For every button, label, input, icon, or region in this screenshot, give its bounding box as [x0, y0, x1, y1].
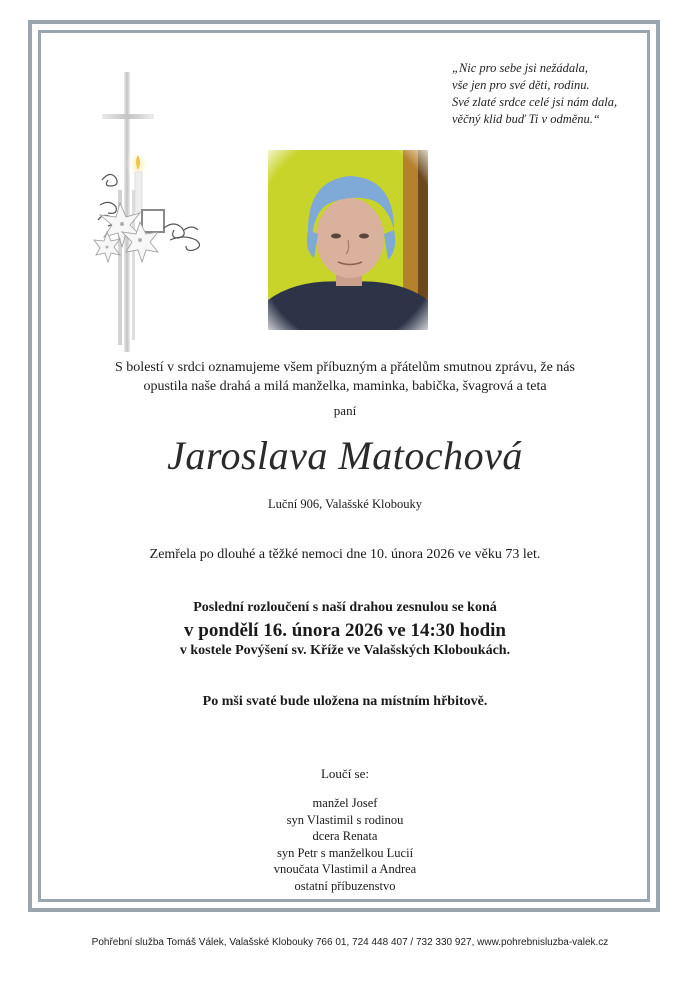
- cross-with-lilies-icon: [92, 70, 222, 355]
- portrait-photo: [268, 150, 428, 330]
- list-item: dcera Renata: [312, 829, 378, 843]
- mourners-list: [40, 795, 650, 894]
- funeral-service-footer: Pohřební služba Tomáš Válek, Valašské Klobouky 766 01, 724 448 407 / 732 330 927, www.pohrebnisluzba-valek.cz: [91, 937, 609, 948]
- deceased-address: Luční 906, Valašské Klobouky: [268, 497, 422, 511]
- title-word: paní: [333, 403, 357, 418]
- mourners-heading: Loučí se:: [320, 766, 369, 781]
- deceased-name: Jaroslava Matochová: [167, 433, 523, 478]
- quote-line: „Nic pro sebe jsi nežádala,: [452, 61, 588, 75]
- list-item: manžel Josef: [312, 796, 378, 810]
- farewell-location: v kostele Povýšení sv. Kříže ve Valašských Kloboukách.: [179, 643, 511, 658]
- quote-line: vše jen pro své děti, rodinu.: [452, 78, 590, 92]
- quote-line: věčný klid buď Ti v odměnu.“: [452, 112, 600, 126]
- intro-line: opustila naše drahá a milá manželka, maminka, babička, švagrová a teta: [143, 379, 547, 394]
- intro-line: S bolestí v srdci oznamujeme všem příbuzným a přátelům smutnou zprávu, že nás: [115, 360, 575, 375]
- list-item: ostatní příbuzenstvo: [294, 878, 396, 893]
- list-item: syn Vlastimil s rodinou: [286, 812, 404, 827]
- death-notice: Zemřela po dlouhé a těžké nemoci dne 10. února 2026 ve věku 73 let.: [149, 547, 541, 562]
- memorial-quote: [452, 60, 652, 128]
- farewell-datetime: v pondělí 16. února 2026 ve 14:30 hodin: [184, 620, 506, 641]
- announcement-intro: [40, 358, 650, 396]
- list-item: syn Petr s manželkou Lucií: [276, 845, 414, 860]
- farewell-intro: Poslední rozloučení s naší drahou zesnulou se koná: [193, 600, 497, 615]
- burial-notice: Po mši svaté bude uložena na místním hřbitově.: [202, 694, 488, 709]
- quote-line: Své zlaté srdce celé jsi nám dala,: [452, 95, 618, 109]
- list-item: vnoučata Vlastimil a Andrea: [273, 862, 417, 876]
